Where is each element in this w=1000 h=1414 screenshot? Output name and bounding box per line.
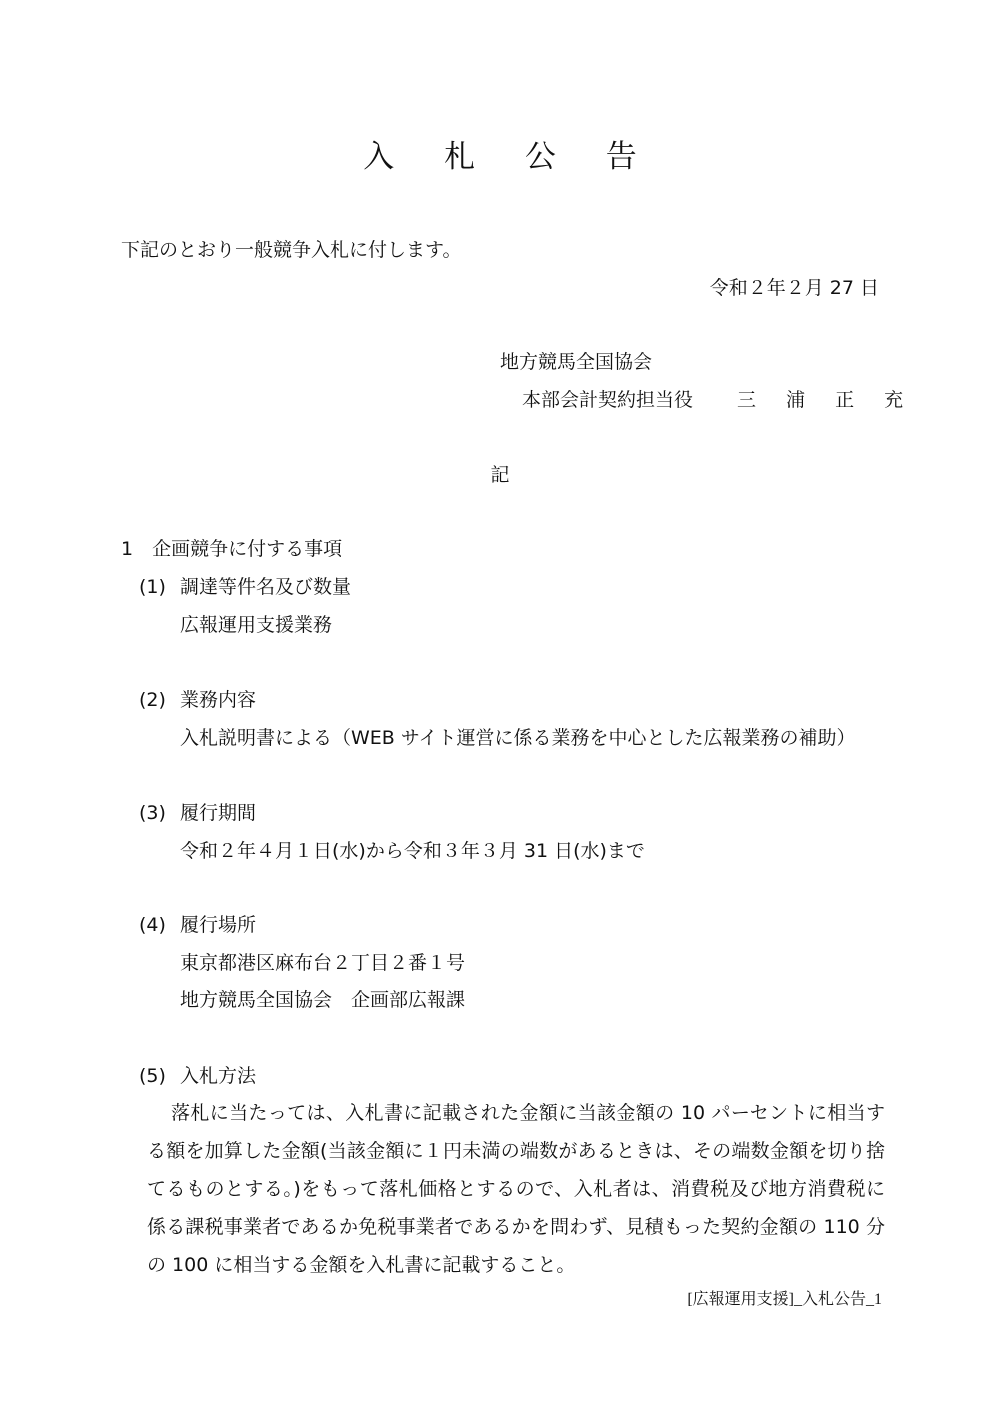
item-number: (4) [139, 914, 166, 936]
item-text: 地方競馬全国協会 企画部広報課 [180, 989, 466, 1011]
issuer-officer-name: 三 浦 正 充 [737, 389, 916, 411]
item-label: 入札方法 [180, 1065, 257, 1087]
page-title: 入 札 公 告 [363, 139, 657, 175]
section-heading: 1 企画競争に付する事項 [121, 538, 343, 560]
issuer-organization: 地方競馬全国協会 [500, 351, 653, 373]
item-number: (1) [139, 576, 166, 598]
bidding-method-paragraph: 落札に当たっては、入札書に記載された金額に当該金額の 10 パーセントに相当する額を加算した金額(当該金額に１円未満の端数があるときは、その端数金額を切り捨てるものとする。)をもって落札価格とするので、入札者は、消費税及び地方消費税に係る課税事業者であるか免税事業者であるかを問わず、見積もった契約金額の 110 分の 100 に相当する金額を入札書に記載すること。 [147, 1102, 885, 1276]
intro-text: 下記のとおり一般競争入札に付します。 [121, 239, 462, 261]
item-text: 入札説明書による（WEB サイト運営に係る業務を中心とした広報業務の補助） [180, 727, 856, 749]
item-label: 履行場所 [180, 914, 257, 936]
notice-date: 令和２年２月 27 日 [709, 277, 879, 299]
item-number: (3) [139, 802, 166, 824]
item-text: 東京都港区麻布台２丁目２番１号 [180, 952, 466, 974]
issuer-officer-title: 本部会計契約担当役 [522, 389, 694, 411]
item-text: 令和２年４月１日(水)から令和３年３月 31 日(水)まで [180, 840, 645, 862]
item-text: 広報運用支援業務 [180, 614, 333, 636]
page-footer: [広報運用支援]_入札公告_1 [687, 1291, 882, 1308]
item-label: 履行期間 [180, 802, 257, 824]
item-number: (2) [139, 689, 166, 711]
item-label: 業務内容 [180, 689, 257, 711]
item-number: (5) [139, 1065, 166, 1087]
item-label: 調達等件名及び数量 [180, 576, 352, 598]
ki-heading: 記 [490, 464, 510, 486]
